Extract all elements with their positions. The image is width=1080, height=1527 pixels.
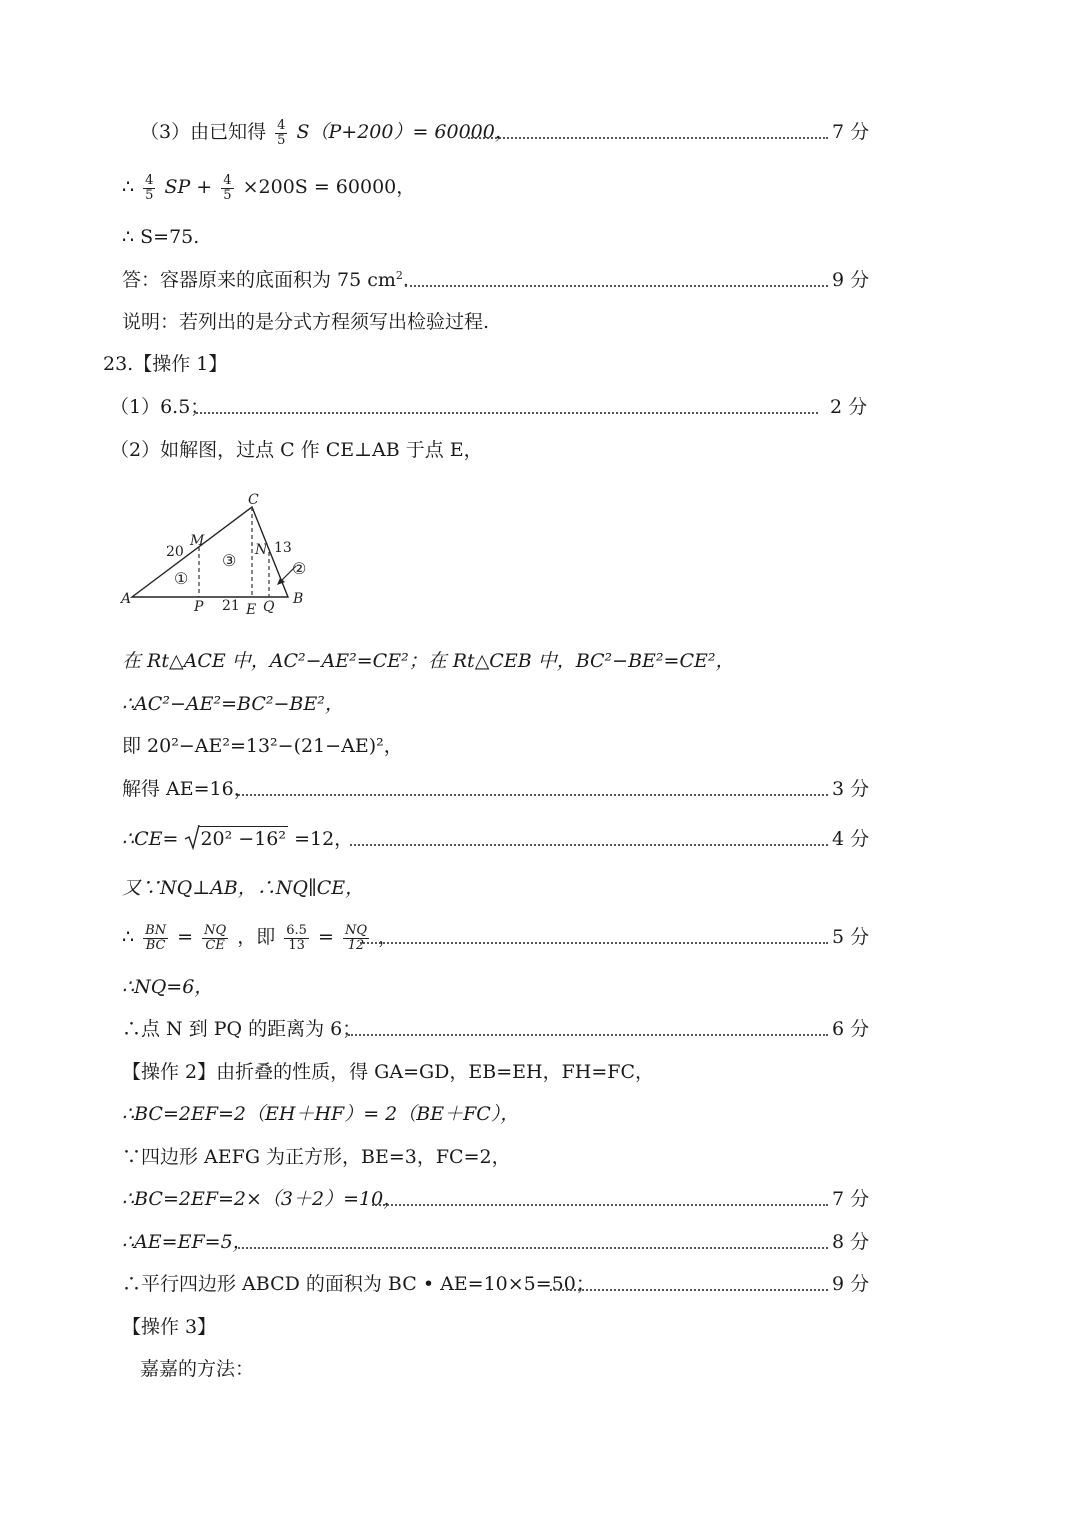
equation: S（P+200）= 60000， [296, 121, 514, 143]
side-label-ac: 20 [166, 544, 184, 560]
equation: 即 20²−AE²=13²−(21−AE)²， [122, 735, 403, 757]
step-text: （1）6.5； [110, 396, 210, 418]
equation: ×200S = 60000， [242, 176, 416, 198]
answer-text: 答：容器原来的底面积为 75 cm [122, 269, 396, 291]
heading-text: 【操作 3】 [122, 1316, 217, 1338]
label-b: B [293, 591, 304, 607]
equation: ∴AE=EF=5， [122, 1231, 252, 1253]
side-label-bc: 13 [274, 540, 292, 556]
leader-dots [550, 1289, 828, 1291]
region-2: ② [292, 559, 307, 578]
step-text: （2）如解图，过点 C 作 CE⊥AB 于点 E， [110, 439, 483, 461]
equation: ∴AC²−AE²=BC²−BE²， [122, 693, 344, 715]
label-q: Q [263, 599, 275, 615]
leader-dots [350, 844, 828, 846]
score-label: 8 分 [832, 1231, 870, 1253]
therefore-symbol: ∴ [122, 176, 135, 198]
fraction: $\frac{6.5}{13}$ [286, 922, 307, 953]
score-label: 7 分 [832, 121, 870, 143]
side-label-ab: 21 [222, 598, 240, 614]
score-label: 6 分 [832, 1018, 870, 1040]
score-label: 9 分 [832, 269, 870, 291]
leader-dots [405, 285, 828, 287]
step-text: 嘉嘉的方法： [140, 1358, 255, 1380]
leader-dots [372, 1204, 828, 1206]
note-text: 说明：若列出的是分式方程须写出检验过程. [122, 311, 490, 333]
equation: =12， [294, 828, 354, 850]
label-e: E [246, 602, 257, 618]
fraction: $\frac{4}{5}$ [223, 172, 232, 203]
region-3: ③ [222, 551, 237, 570]
step-text: ∴ S=75. [122, 226, 200, 248]
score-label: 5 分 [832, 926, 870, 948]
leader-dots [238, 1247, 828, 1249]
leader-dots [348, 1034, 828, 1036]
step-text: ∴点 N 到 PQ 的距离为 6； [122, 1018, 362, 1040]
equation: ∴BC=2EF=2×（3＋2）=10， [122, 1188, 403, 1210]
radical-sign [184, 824, 200, 850]
leader-dots [468, 137, 828, 139]
therefore-symbol: ∴ [122, 926, 135, 948]
label-m: M [190, 533, 205, 549]
triangle-figure [118, 488, 338, 618]
equation: ∴BC=2EF=2（EH＋HF）= 2（BE＋FC）， [122, 1103, 520, 1125]
heading-text: 23.【操作 1】 [103, 353, 228, 375]
square-root [184, 824, 288, 854]
fraction: $\frac{BN}{BC}$ [145, 922, 167, 953]
equation: ∴NQ=6， [122, 976, 214, 998]
fraction: $\frac{NQ}{12}$ [344, 922, 367, 953]
equation: SP + [164, 176, 213, 198]
score-label: 2 分 [830, 396, 868, 418]
region-1: ① [174, 569, 189, 588]
fraction: $\frac{4}{5}$ [277, 117, 286, 148]
leader-dots [360, 942, 828, 944]
label-n: N [255, 542, 268, 558]
label-c: C [248, 492, 259, 508]
step-text: （3）由已知得 [140, 121, 267, 143]
step-text: 解得 AE=16， [122, 778, 253, 800]
leader-dots [196, 412, 818, 414]
arrow-head [277, 578, 285, 585]
equation: ∴CE= [122, 828, 179, 850]
radicand: 20² −16² [200, 828, 287, 850]
fraction: $\frac{NQ}{CE}$ [204, 922, 227, 953]
fraction: $\frac{4}{5}$ [145, 172, 154, 203]
leader-dots [238, 794, 828, 796]
score-label: 9 分 [832, 1273, 870, 1295]
heading-text: 【操作 2】由折叠的性质，得 GA=GD，EB=EH，FH=FC， [122, 1061, 654, 1083]
score-label: 3 分 [832, 778, 870, 800]
score-label: 7 分 [832, 1188, 870, 1210]
score-label: 4 分 [832, 828, 870, 850]
equation: 在 Rt△ACE 中，AC²−AE²=CE²；在 Rt△CEB 中，BC²−BE²=CE²， [122, 650, 735, 672]
label-a: A [121, 591, 132, 607]
step-text: ∴平行四边形 ABCD 的面积为 BC • AE=10×5=50； [122, 1273, 595, 1295]
label-p: P [194, 599, 204, 615]
equation: 又∵NQ⊥AB，∴NQ∥CE， [122, 877, 365, 899]
step-text: ∵四边形 AEFG 为正方形，BE=3，FC=2， [122, 1146, 511, 1168]
superscript: 2 [395, 269, 403, 282]
